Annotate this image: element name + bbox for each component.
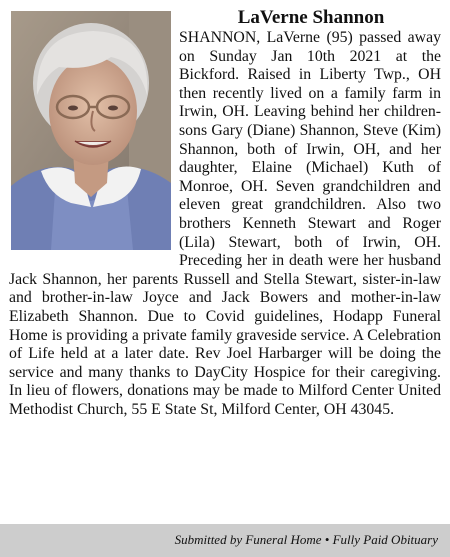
footer-bar <box>0 524 450 557</box>
obituary-name: LaVerne Shannon <box>237 7 385 28</box>
footer-text: Submitted by Funeral Home • Fully Paid Obituary <box>174 532 438 547</box>
obituary-text <box>9 29 441 419</box>
obituary-body-text: SHANNON, LaVerne (95) passed away on Sunday Jan 10th 2021 at the Bickford. Raised in Liberty Twp., OH then recently lived on a family farm in Irwin, OH. Leaving behind her children- sons Gary (Diane) Shannon, Steve (Kim) Shannon, both of Irwin, OH, and her daughter, Elaine (Michael) Kuth of Monroe, OH. Seven grandchildren and eleven great grandchildren. Also two brothers Kenneth Stewart and Roger (Lila) Stewart, both of Irwin, OH. Preceding her in death were her husband Jack Shannon, her parents Russell and Stella Stewart, sister-in-law and brother-in-law Joyce and Jack Bowers and mother-in-law Elizabeth Shannon. Due to Covid guidelines, Hodapp Funeral Home is providing a private family graveside service. A Celebration of Life held at a later date. Rev Joel Harbarger will be doing the service and many thanks to DayCity Hospice for their caregiving. In lieu of flowers, donations may be made to Milford Center United Methodist Church, 55 E State St, Milford Center, OH 43045. <box>9 29 441 418</box>
photo-float-spacer <box>9 29 179 253</box>
